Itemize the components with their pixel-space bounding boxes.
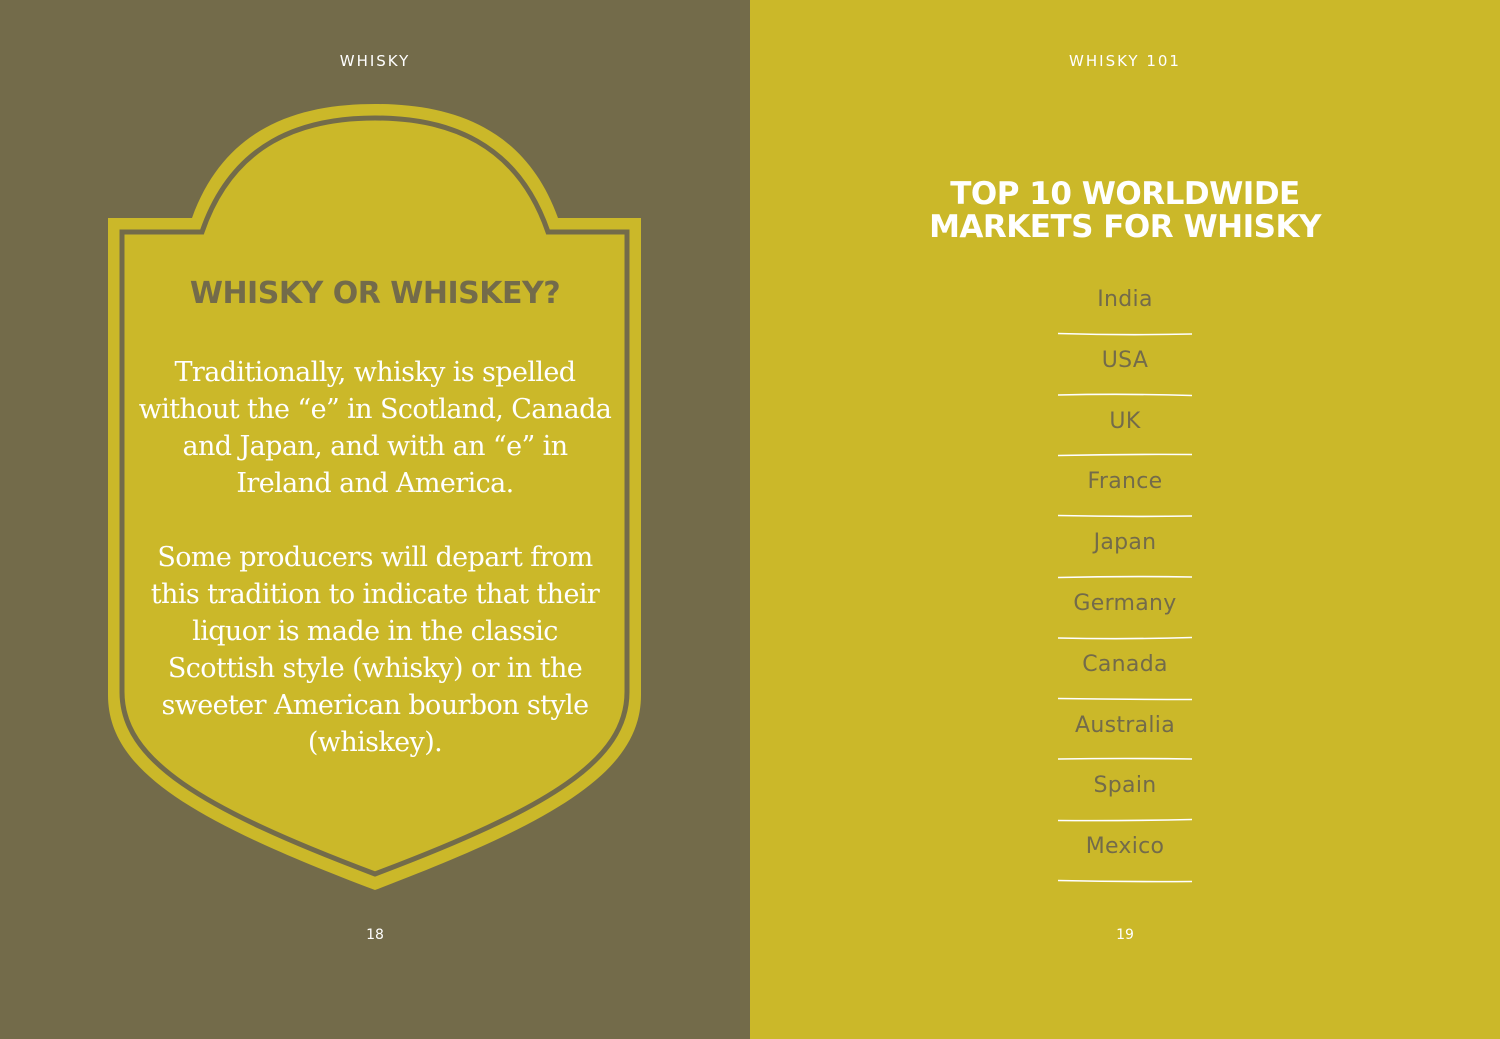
markets-title-line-1: TOP 10 WORLDWIDE — [950, 176, 1300, 212]
market-item — [1058, 822, 1192, 883]
page-number-left: 18 — [366, 927, 384, 943]
market-item — [1058, 761, 1192, 822]
markets-title — [750, 178, 1500, 244]
market-item — [1058, 397, 1192, 458]
market-divider — [1058, 879, 1192, 883]
market-item — [1058, 457, 1192, 518]
market-item — [1058, 336, 1192, 397]
market-label: France — [1087, 469, 1163, 495]
market-item — [1058, 579, 1192, 640]
running-head-left: WHISKY — [339, 52, 411, 70]
market-label: Australia — [1074, 712, 1175, 738]
market-label: UK — [1109, 408, 1141, 434]
market-label: USA — [1101, 347, 1149, 373]
shield-paragraph-2: Some producers will depart from this tradition to indicate that their liquor is made in the classic Scottish style (whisky) or in the sweeter American bourbon style (whiskey). — [150, 542, 600, 758]
markets-list — [1058, 275, 1192, 883]
shield-paragraph-1: Traditionally, whisky is spelled without the “e” in Scotland, Canada and Japan, and with an “e” in Ireland and America. — [138, 357, 612, 499]
market-label: Japan — [1093, 530, 1157, 556]
market-label: Canada — [1082, 651, 1168, 677]
markets-title-line-2: MARKETS FOR WHISKY — [929, 209, 1321, 245]
market-label: Germany — [1073, 590, 1177, 616]
market-item — [1058, 275, 1192, 336]
page-number-right: 19 — [1116, 927, 1134, 943]
market-item — [1058, 518, 1192, 579]
market-item — [1058, 701, 1192, 762]
right-page — [750, 0, 1500, 1039]
shield-heading: WHISKY OR WHISKEY? — [189, 276, 561, 311]
market-label: India — [1097, 287, 1153, 312]
market-label: Mexico — [1085, 834, 1165, 860]
market-label: Spain — [1093, 773, 1157, 799]
running-head-right: WHISKY 101 — [1069, 52, 1181, 70]
market-item — [1058, 640, 1192, 701]
